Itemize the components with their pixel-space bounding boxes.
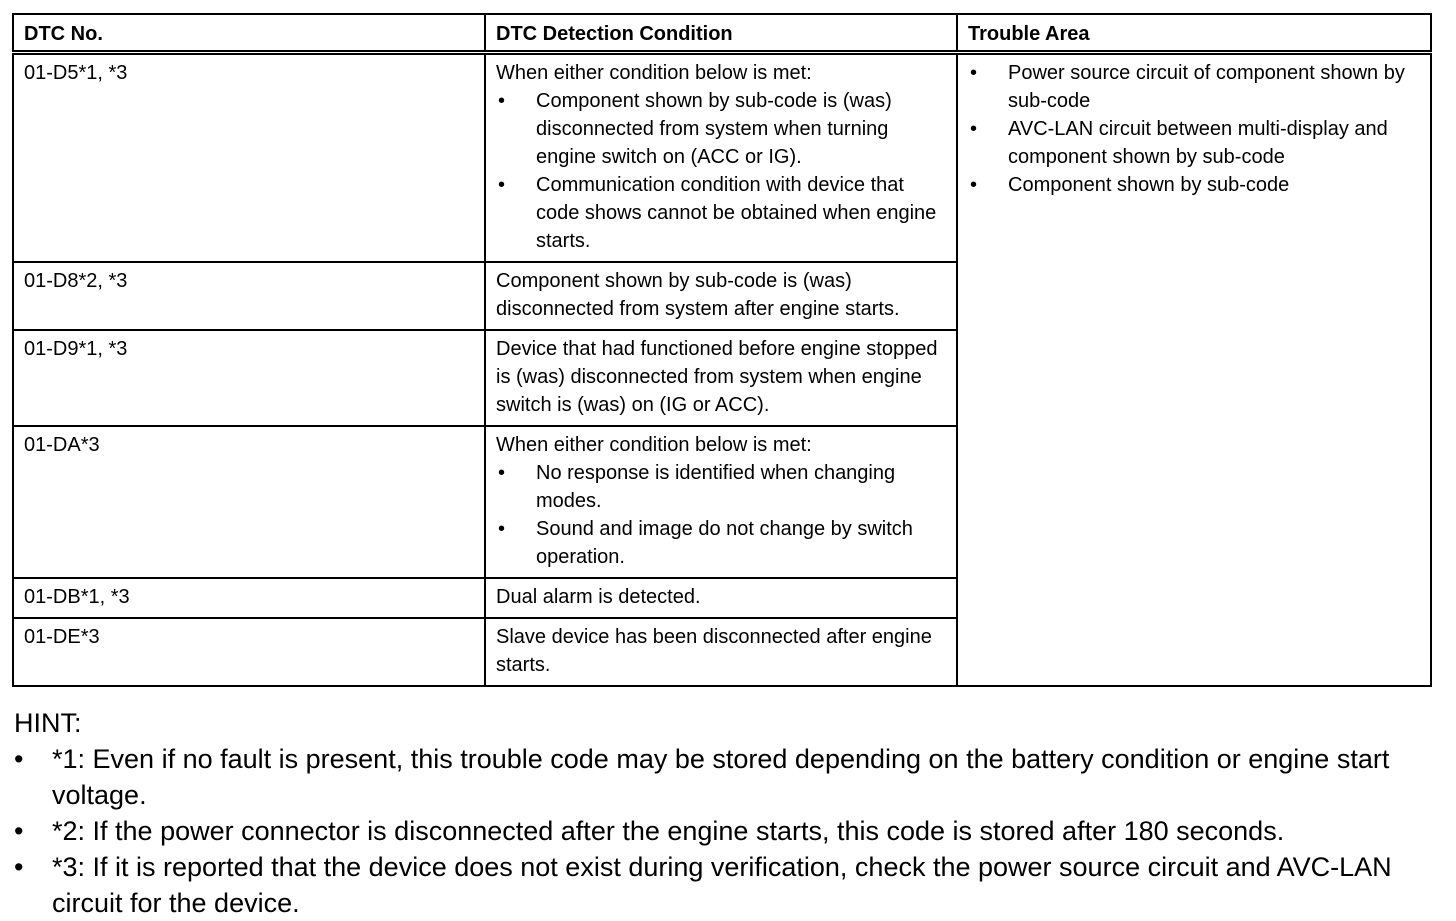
detection-condition-cell: Component shown by sub-code is (was) disconnected from system after engine starts. <box>485 262 957 330</box>
condition-item-text: Sound and image do not change by switch operation. <box>536 518 913 568</box>
trouble-area-item <box>968 171 1420 199</box>
condition-intro: When either condition below is met: <box>496 62 812 84</box>
trouble-area-item <box>968 59 1420 115</box>
bullet-icon: • <box>14 744 24 774</box>
bullet-icon: • <box>970 174 978 196</box>
bullet-icon: • <box>498 174 506 196</box>
condition-item-text: Component shown by sub-code is (was) disconnected from system when turning engine switch on (ACC or IG). <box>536 90 892 168</box>
trouble-area-text: AVC-LAN circuit between multi-display and component shown by sub-code <box>1008 118 1388 168</box>
hint-item <box>12 813 1430 849</box>
trouble-area-text: Power source circuit of component shown by sub-code <box>1008 62 1405 112</box>
dtc-table <box>12 13 1432 687</box>
trouble-area-list <box>968 59 1420 199</box>
hint-title: HINT: <box>14 708 82 738</box>
header-detection-condition: DTC Detection Condition <box>485 14 957 53</box>
trouble-area-text: Component shown by sub-code <box>1008 174 1290 196</box>
bullet-icon: • <box>14 816 24 846</box>
trouble-area-item <box>968 115 1420 171</box>
bullet-icon: • <box>498 462 506 484</box>
bullet-icon: • <box>498 518 506 540</box>
hint-item-text: *2: If the power connector is disconnected after the engine starts, this code is stored after 180 seconds. <box>52 816 1285 846</box>
bullet-icon: • <box>14 852 24 882</box>
hint-item <box>12 741 1430 813</box>
table-row <box>13 53 1431 263</box>
bullet-icon: • <box>970 118 978 140</box>
dtc-code-cell: 01-DA*3 <box>13 426 485 578</box>
condition-intro: When either condition below is met: <box>496 434 812 456</box>
condition-item <box>496 171 946 255</box>
detection-condition-cell <box>485 426 957 578</box>
condition-list <box>496 459 946 571</box>
detection-condition-cell: Device that had functioned before engine stopped is (was) disconnected from system when engine switch is (was) on (IG or ACC). <box>485 330 957 426</box>
detection-condition-cell <box>485 53 957 263</box>
table-header-row <box>13 14 1431 53</box>
header-trouble-area: Trouble Area <box>957 14 1431 53</box>
hint-item-text: *1: Even if no fault is present, this trouble code may be stored depending on the battery condition or engine start voltage. <box>52 744 1390 810</box>
condition-item <box>496 515 946 571</box>
hint-list <box>12 741 1430 921</box>
condition-item-text: Communication condition with device that code shows cannot be obtained when engine starts. <box>536 174 937 252</box>
detection-condition-cell: Dual alarm is detected. <box>485 578 957 618</box>
dtc-code-cell: 01-DE*3 <box>13 618 485 686</box>
condition-item <box>496 459 946 515</box>
detection-condition-cell: Slave device has been disconnected after engine starts. <box>485 618 957 686</box>
bullet-icon: • <box>970 62 978 84</box>
hint-item-text: *3: If it is reported that the device does not exist during verification, check the power source circuit and AVC-LAN circuit for the device. <box>52 852 1392 918</box>
dtc-code-cell: 01-DB*1, *3 <box>13 578 485 618</box>
trouble-area-cell <box>957 53 1431 687</box>
bullet-icon: • <box>498 90 506 112</box>
condition-item-text: No response is identified when changing modes. <box>536 462 896 512</box>
condition-list <box>496 87 946 255</box>
dtc-code-cell: 01-D5*1, *3 <box>13 53 485 263</box>
dtc-code-cell: 01-D9*1, *3 <box>13 330 485 426</box>
hint-section <box>12 705 1430 921</box>
header-dtc-no: DTC No. <box>13 14 485 53</box>
dtc-code-cell: 01-D8*2, *3 <box>13 262 485 330</box>
document-page <box>12 13 1430 921</box>
condition-item <box>496 87 946 171</box>
hint-item <box>12 849 1430 921</box>
